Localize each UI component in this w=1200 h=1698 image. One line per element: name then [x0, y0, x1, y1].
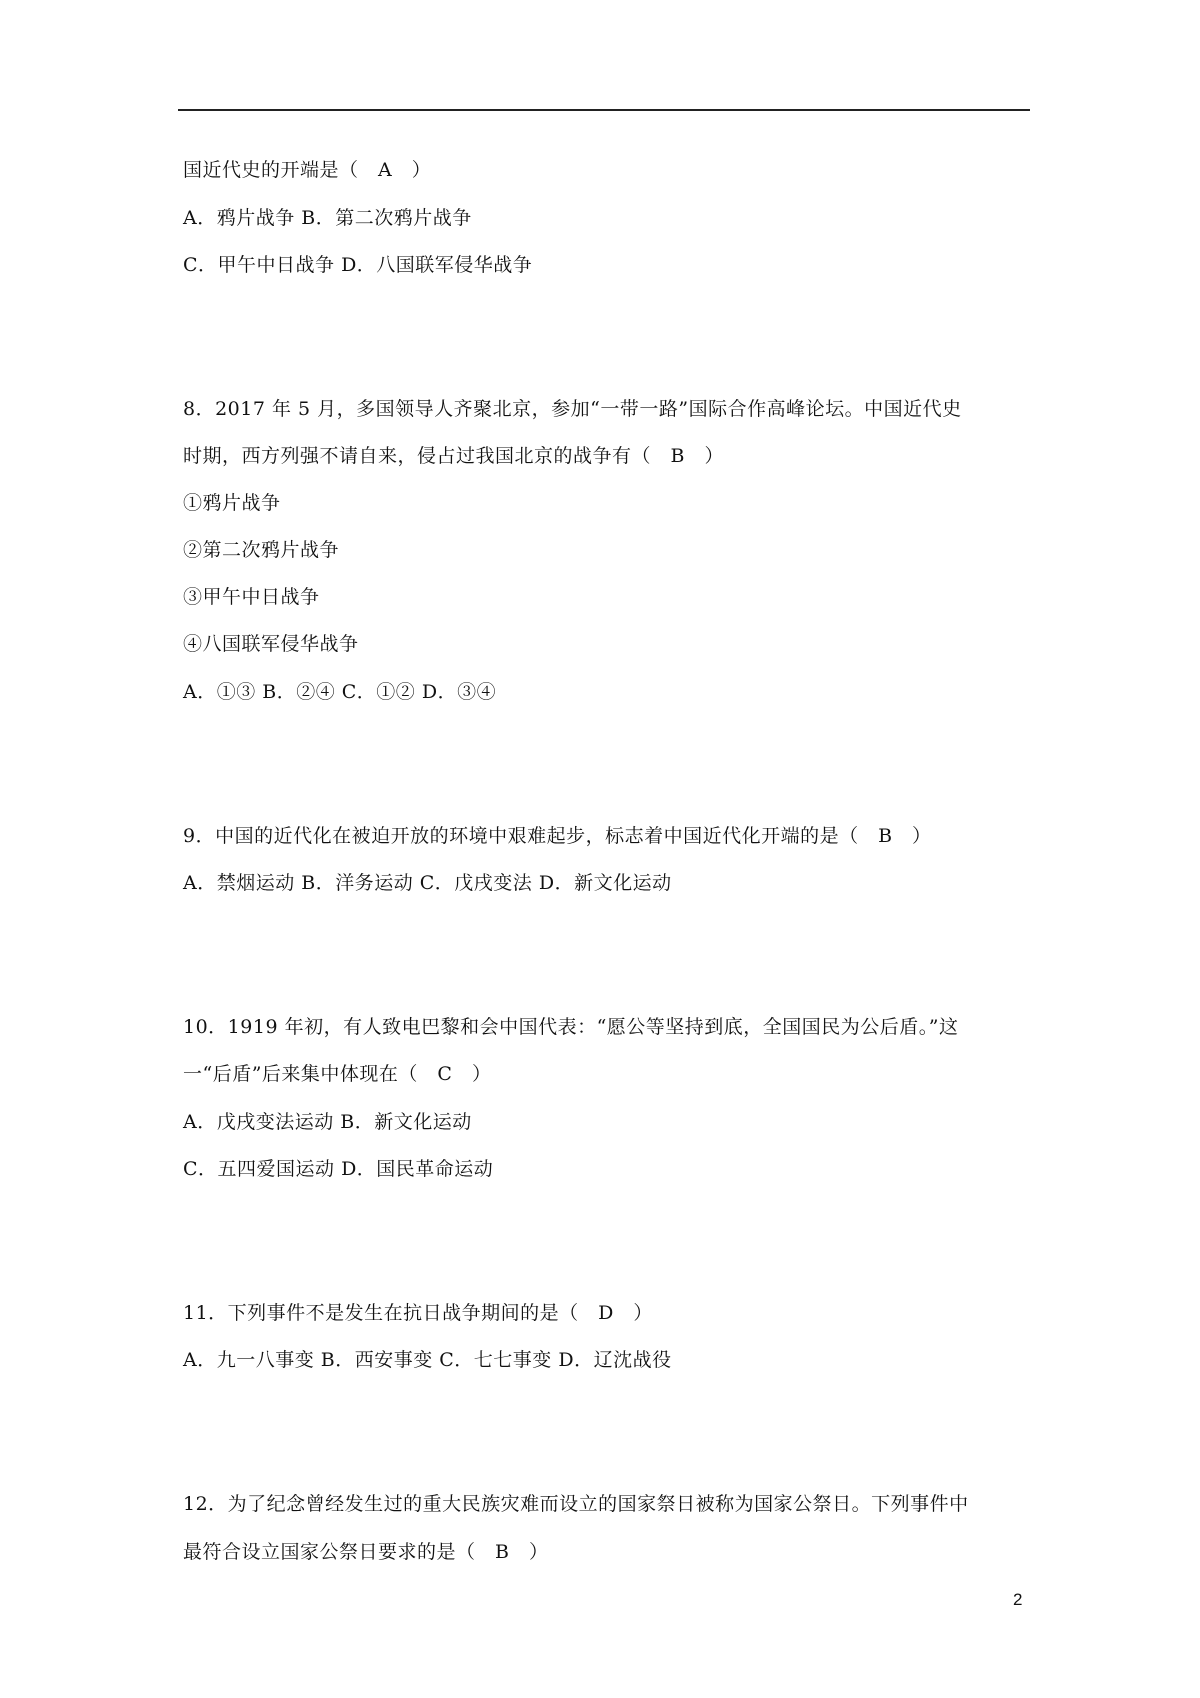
- q8-item-3: ③甲午中日战争: [183, 586, 320, 608]
- q7-options-line1: A．鸦片战争 B．第二次鸦片战争: [183, 207, 472, 229]
- q10-options-line1: A．戊戌变法运动 B．新文化运动: [183, 1111, 472, 1133]
- q7-options-line2: C．甲午中日战争 D．八国联军侵华战争: [183, 254, 533, 276]
- q9-stem: 9．中国的近代化在被迫开放的环境中艰难起步，标志着中国近代化开端的是（ B ）: [183, 825, 932, 847]
- q10-options-line2: C．五四爱国运动 D．国民革命运动: [183, 1158, 494, 1180]
- q11-options: A．九一八事变 B．西安事变 C．七七事变 D．辽沈战役: [183, 1349, 672, 1371]
- q12-stem-line2: 最符合设立国家公祭日要求的是（ B ）: [183, 1541, 549, 1563]
- q8-stem-line2: 时期，西方列强不请自来，侵占过我国北京的战争有（ B ）: [183, 445, 724, 467]
- q11-stem: 11．下列事件不是发生在抗日战争期间的是（ D ）: [183, 1302, 653, 1324]
- q10-stem-line1: 10．1919 年初，有人致电巴黎和会中国代表：“愿公等坚持到底，全国国民为公后盾。”这: [183, 1016, 959, 1038]
- q8-item-2: ②第二次鸦片战争: [183, 539, 340, 561]
- q7-stem: 国近代史的开端是（ A ）: [183, 159, 432, 181]
- q9-options: A．禁烟运动 B．洋务运动 C．戊戌变法 D．新文化运动: [183, 872, 672, 894]
- q12-stem-line1: 12．为了纪念曾经发生过的重大民族灾难而设立的国家祭日被称为国家公祭日。下列事件中: [183, 1493, 969, 1515]
- header-rule: [178, 109, 1030, 111]
- page-number: 2: [1013, 1590, 1023, 1609]
- q8-item-4: ④八国联军侵华战争: [183, 633, 359, 655]
- q8-options: A．①③ B．②④ C．①② D．③④: [183, 681, 497, 703]
- q8-stem-line1: 8．2017 年 5 月，多国领导人齐聚北京，参加“一带一路”国际合作高峰论坛。中国近代史: [183, 398, 962, 420]
- q10-stem-line2: 一“后盾”后来集中体现在（ C ）: [183, 1063, 492, 1085]
- q8-item-1: ①鸦片战争: [183, 492, 281, 514]
